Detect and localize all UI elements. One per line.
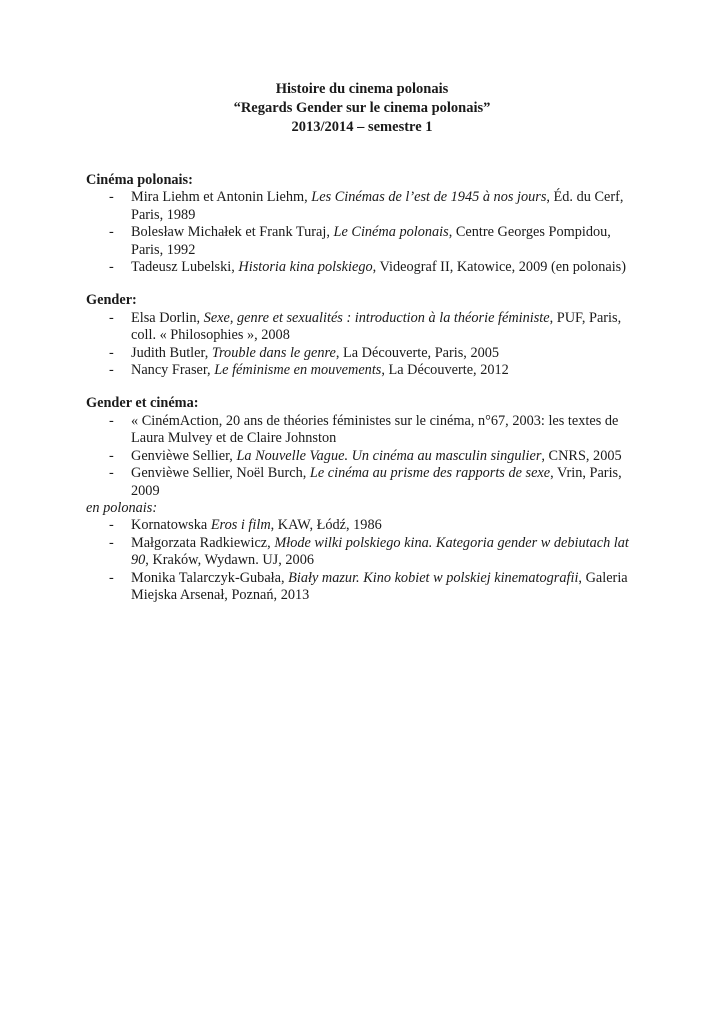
reference-item: - Genvièwe Sellier, Noël Burch, Le cinéma au prisme des rapports de sexe, Vrin, Paris, 2009	[109, 465, 622, 499]
reference-list	[86, 189, 646, 276]
section-gender-et-cinema	[86, 395, 646, 604]
reference-item: - Kornatowska Eros i film, KAW, Łódź, 1986	[109, 517, 382, 534]
section-heading: Gender:	[86, 292, 137, 309]
section-gender	[86, 292, 646, 379]
section-cinema-polonais	[86, 172, 646, 276]
reference-item: - Bolesław Michałek et Frank Turaj, Le Cinéma polonais, Centre Georges Pompidou, Paris, 1992	[109, 224, 611, 258]
document-header	[0, 80, 724, 137]
reference-item: - Nancy Fraser, Le féminisme en mouvements, La Découverte, 2012	[109, 362, 509, 379]
reference-item: - Tadeusz Lubelski, Historia kina polskiego, Videograf II, Katowice, 2009 (en polonais)	[109, 259, 626, 276]
reference-item: - Mira Liehm et Antonin Liehm, Les Cinémas de l’est de 1945 à nos jours, Éd. du Cerf, Paris, 1989	[109, 189, 624, 223]
course-subtitle: “Regards Gender sur le cinema polonais”	[233, 100, 491, 116]
section-heading: Gender et cinéma:	[86, 395, 199, 412]
polish-subheading: en polonais:	[86, 499, 158, 516]
bibliography	[86, 172, 646, 620]
reference-item: - Monika Talarczyk-Gubała, Biały mazur. Kino kobiet w polskiej kinematografii, Galeria Miejska Arsenał, Poznań, 2013	[109, 569, 628, 603]
reference-item: - « CinémAction, 20 ans de théories féministes sur le cinéma, n°67, 2003: les textes de Laura Mulvey et de Claire Johnston	[109, 412, 619, 447]
course-semester: 2013/2014 – semestre 1	[291, 119, 433, 135]
course-title: Histoire du cinema polonais	[275, 81, 449, 97]
reference-item: - Małgorzata Radkiewicz, Młode wilki polskiego kina. Kategoria gender w debiutach lat 90, Kraków, Wydawn. UJ, 2006	[109, 534, 629, 569]
reference-item: - Judith Butler, Trouble dans le genre, La Découverte, Paris, 2005	[109, 344, 500, 361]
reference-item: - Genvièwe Sellier, La Nouvelle Vague. Un cinéma au masculin singulier, CNRS, 2005	[109, 447, 622, 464]
section-heading: Cinéma polonais:	[86, 172, 193, 188]
reference-list-polish	[86, 517, 646, 604]
reference-item: - Elsa Dorlin, Sexe, genre et sexualités : introduction à la théorie féministe, PUF, Paris, coll. « Philosophies », 2008	[109, 309, 622, 344]
reference-list	[86, 310, 646, 380]
reference-list	[86, 413, 646, 500]
